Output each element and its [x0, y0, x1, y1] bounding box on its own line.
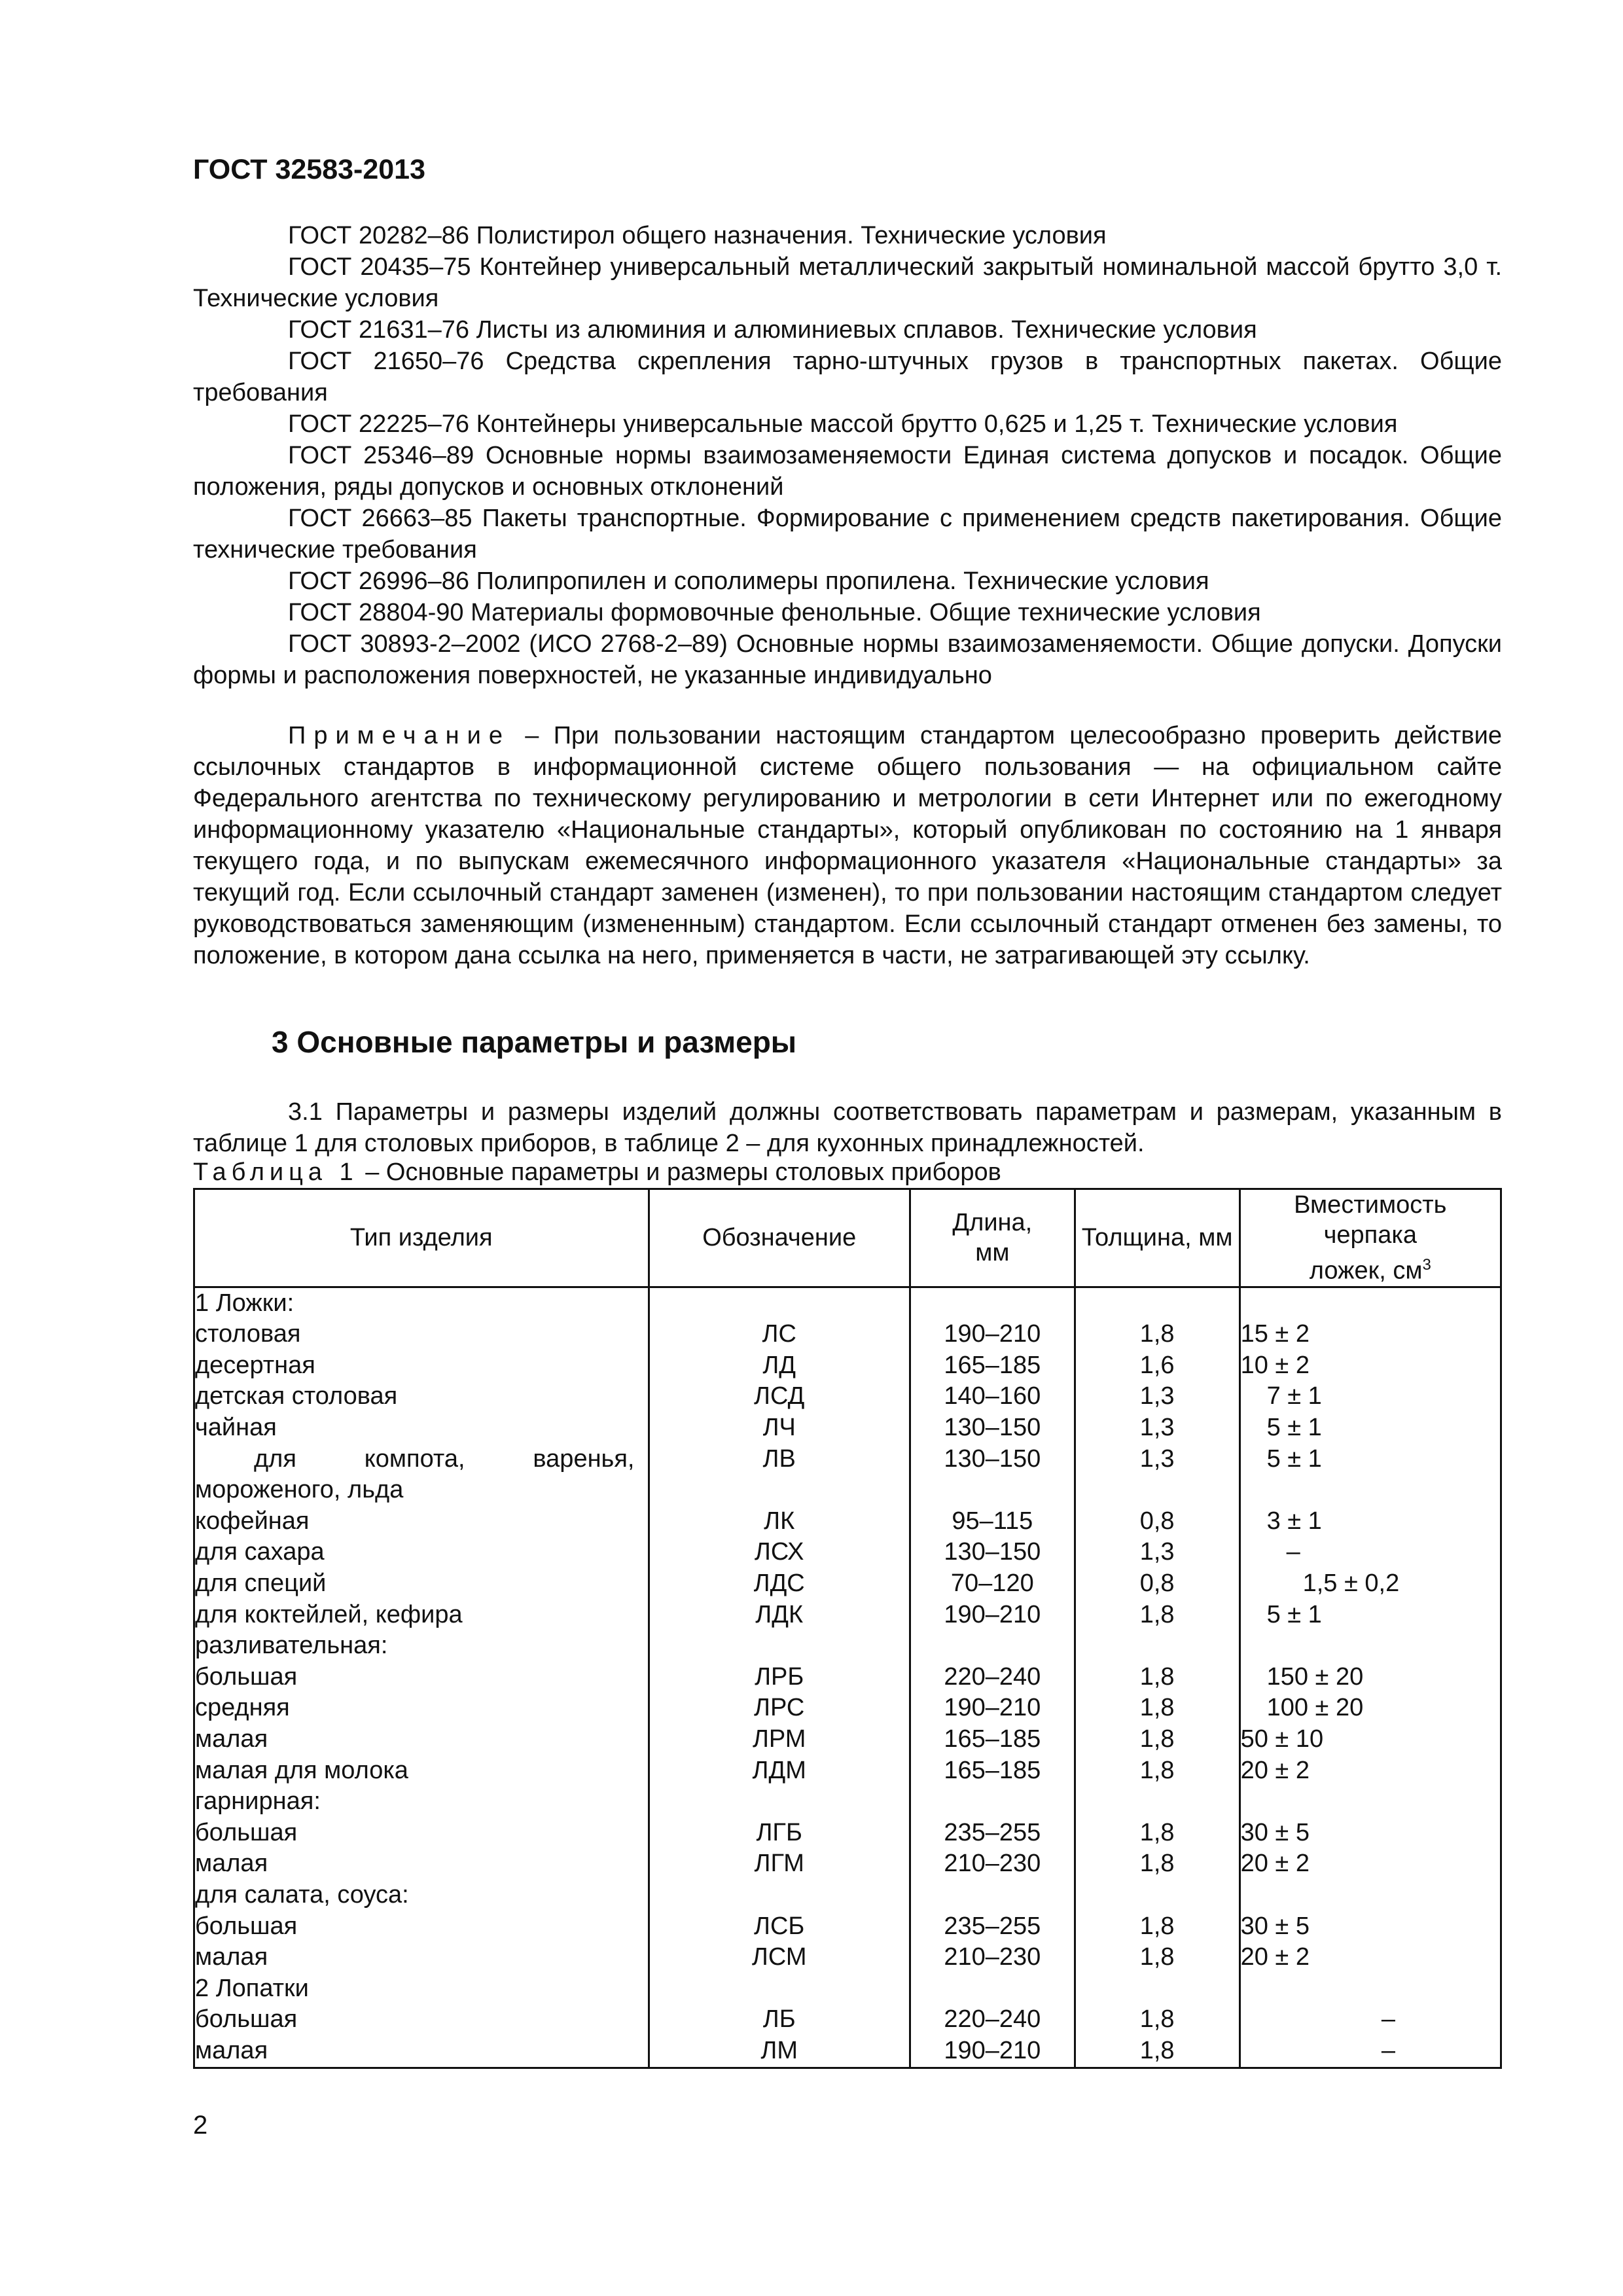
- header-capacity: Вместимость черпака ложек, $см^3$: [1240, 1189, 1501, 1287]
- table-row: [194, 1724, 1501, 1755]
- cell-thickness: 1,8: [1075, 1911, 1240, 1943]
- cell-code: ЛДС: [649, 1568, 910, 1600]
- table-caption: [193, 1157, 1001, 1188]
- reference-item: ГОСТ 26663–85 Пакеты транспортные. Формирование с применением средств пакетирования. Общие технические требования: [193, 505, 1502, 564]
- cell-code: ЛДМ: [649, 1755, 910, 1787]
- table-caption-label: Таблица 1: [193, 1158, 359, 1186]
- cell-code: ЛРС: [649, 1693, 910, 1724]
- cell-thickness: 1,8: [1075, 1600, 1240, 1631]
- cell-code: ЛС: [649, 1319, 910, 1350]
- cell-capacity: 5 ± 1: [1240, 1444, 1501, 1506]
- cell-thickness: 1,8: [1075, 2036, 1240, 2068]
- cell-code: ЛСД: [649, 1381, 910, 1412]
- cell-thickness: 1,3: [1075, 1444, 1240, 1506]
- cell-name: малая: [194, 1942, 649, 1973]
- cell-length: 95–115: [910, 1506, 1075, 1537]
- table-row: [194, 1287, 1501, 1319]
- reference-item: ГОСТ 28804-90 Материалы формовочные фенольные. Общие технические условия: [288, 599, 1261, 626]
- note-text: – При пользовании настоящим стандартом целесообразно проверить действие ссылочных стандартов в информационной системе общего пользования — на официальном сайте Федерального агентства по техническому регулированию и метрологии в сети Интернет или по ежегодному информационному указателю «Национальные стандарты», который опубликован по состоянию на 1 января текущего года, и по выпускам ежемесячного информационного указателя «Национальные стандарты» за текущий год. Если ссылочный стандарт заменен (изменен), то при пользовании настоящим стандартом следует руководствоваться заменяющим (измененным) стандартом. Если ссылочный стандарт отменен без замены, то положение, в котором дана ссылка на него, применяется в части, не затрагивающей эту ссылку.: [193, 722, 1502, 969]
- table-row: [194, 1381, 1501, 1412]
- cell-code: ЛВ: [649, 1444, 910, 1506]
- cell-capacity: 20 ± 2: [1240, 1848, 1501, 1880]
- table-row: [194, 1942, 1501, 1973]
- reference-item: ГОСТ 20435–75 Контейнер универсальный металлический закрытый номинальной массой брутто 3,0 т. Технические условия: [193, 253, 1502, 312]
- cell-length: 210–230: [910, 1942, 1075, 1973]
- cell-length: 130–150: [910, 1537, 1075, 1568]
- header-type: Тип изделия: [194, 1189, 649, 1287]
- cell-length: 220–240: [910, 1662, 1075, 1693]
- cell-length: 130–150: [910, 1412, 1075, 1444]
- cell-thickness: 1,8: [1075, 1319, 1240, 1350]
- cell-length: 70–120: [910, 1568, 1075, 1600]
- cell-thickness: 1,8: [1075, 1942, 1240, 1973]
- cell-capacity: 5 ± 1: [1240, 1412, 1501, 1444]
- table-row: [194, 1568, 1501, 1600]
- table-row: [194, 1444, 1501, 1506]
- cell-capacity: 7 ± 1: [1240, 1381, 1501, 1412]
- cell-name: малая: [194, 1848, 649, 1880]
- cell-capacity: 5 ± 1: [1240, 1600, 1501, 1631]
- cell-name: для компота, варенья, мороженого, льда: [194, 1444, 649, 1506]
- cell-length: 190–210: [910, 1693, 1075, 1724]
- normative-references: [193, 220, 1502, 691]
- cell-name: для коктейлей, кефира: [194, 1600, 649, 1631]
- page-number: 2: [193, 2111, 208, 2140]
- cell-thickness: 0,8: [1075, 1506, 1240, 1537]
- cell-name: большая: [194, 1818, 649, 1849]
- header-code: Обозначение: [649, 1189, 910, 1287]
- document-header: ГОСТ 32583-2013: [193, 154, 426, 185]
- header-thickness: Толщина, мм: [1075, 1189, 1240, 1287]
- reference-item: ГОСТ 20282–86 Полистирол общего назначения. Технические условия: [288, 222, 1107, 249]
- cell-capacity: 20 ± 2: [1240, 1942, 1501, 1973]
- cell-thickness: 1,8: [1075, 1662, 1240, 1693]
- cell-thickness: 1,3: [1075, 1381, 1240, 1412]
- reference-item: ГОСТ 25346–89 Основные нормы взаимозаменяемости Единая система допусков и посадок. Общие положения, ряды допусков и основных отклонений: [193, 442, 1502, 501]
- cell-length: 235–255: [910, 1911, 1075, 1943]
- reference-item: ГОСТ 21631–76 Листы из алюминия и алюминиевых сплавов. Технические условия: [288, 316, 1257, 344]
- cell-code: ЛСХ: [649, 1537, 910, 1568]
- cell-thickness: 1,8: [1075, 1693, 1240, 1724]
- cell-thickness: 1,8: [1075, 1848, 1240, 1880]
- cell-length: 130–150: [910, 1444, 1075, 1506]
- cell-name: для сахара: [194, 1537, 649, 1568]
- reference-item: ГОСТ 30893-2–2002 (ИСО 2768-2–89) Основные нормы взаимозаменяемости. Общие допуски. Допуски формы и расположения поверхностей, не указанные индивидуально: [193, 630, 1502, 689]
- cell-capacity: –: [1240, 2004, 1501, 2036]
- table-row: [194, 1848, 1501, 1880]
- cell-length: 140–160: [910, 1381, 1075, 1412]
- table-row: [194, 1506, 1501, 1537]
- cell-thickness: 1,8: [1075, 2004, 1240, 2036]
- cell-code: ЛГБ: [649, 1818, 910, 1849]
- cell-capacity: 50 ± 10: [1240, 1724, 1501, 1755]
- cell-thickness: 0,8: [1075, 1568, 1240, 1600]
- note-paragraph: [193, 720, 1502, 971]
- reference-item: ГОСТ 21650–76 Средства скрепления тарно-штучных грузов в транспортных пакетах. Общие требования: [193, 348, 1502, 406]
- table-row: [194, 2036, 1501, 2068]
- table-row: [194, 1537, 1501, 1568]
- cell-capacity: 3 ± 1: [1240, 1506, 1501, 1537]
- cell-capacity: 100 ± 20: [1240, 1693, 1501, 1724]
- cell-length: 190–210: [910, 1600, 1075, 1631]
- cell-length: 190–210: [910, 2036, 1075, 2068]
- cell-length: 165–185: [910, 1724, 1075, 1755]
- parameters-table: [193, 1188, 1502, 2069]
- cell-code: ЛК: [649, 1506, 910, 1537]
- cell-name: для салата, соуса:: [194, 1880, 649, 1911]
- cell-capacity: 30 ± 5: [1240, 1911, 1501, 1943]
- note-label: Примечание: [288, 722, 510, 749]
- header-length: Длина, мм: [910, 1189, 1075, 1287]
- table-row: [194, 1818, 1501, 1849]
- table-row: [194, 1755, 1501, 1787]
- cell-name: столовая: [194, 1319, 649, 1350]
- cell-name: большая: [194, 2004, 649, 2036]
- cell-name: 1 Ложки:: [194, 1287, 649, 1319]
- table-row: [194, 2004, 1501, 2036]
- cell-code: ЛСМ: [649, 1942, 910, 1973]
- cell-capacity: –: [1240, 2036, 1501, 2068]
- table-row: [194, 1693, 1501, 1724]
- cell-length: 210–230: [910, 1848, 1075, 1880]
- cell-name: чайная: [194, 1412, 649, 1444]
- reference-item: ГОСТ 26996–86 Полипропилен и сополимеры пропилена. Технические условия: [288, 567, 1209, 595]
- table-row: [194, 1911, 1501, 1943]
- cell-code: ЛРБ: [649, 1662, 910, 1693]
- cell-length: 190–210: [910, 1319, 1075, 1350]
- cell-capacity: 20 ± 2: [1240, 1755, 1501, 1787]
- table-row: [194, 1630, 1501, 1662]
- table-row: [194, 1662, 1501, 1693]
- cell-length: 165–185: [910, 1755, 1075, 1787]
- cell-thickness: 1,6: [1075, 1350, 1240, 1382]
- cell-name: для специй: [194, 1568, 649, 1600]
- cell-thickness: 1,8: [1075, 1755, 1240, 1787]
- cell-code: ЛЧ: [649, 1412, 910, 1444]
- reference-item: ГОСТ 22225–76 Контейнеры универсальные массой брутто 0,625 и 1,25 т. Технические условия: [288, 410, 1398, 438]
- cell-length: 235–255: [910, 1818, 1075, 1849]
- table-row: [194, 1600, 1501, 1631]
- cell-thickness: 1,3: [1075, 1412, 1240, 1444]
- cell-code: ЛБ: [649, 2004, 910, 2036]
- cell-name: малая для молока: [194, 1755, 649, 1787]
- cell-name: кофейная: [194, 1506, 649, 1537]
- cell-capacity: 15 ± 2: [1240, 1319, 1501, 1350]
- cell-capacity: 150 ± 20: [1240, 1662, 1501, 1693]
- cell-capacity: 30 ± 5: [1240, 1818, 1501, 1849]
- cell-name: разливательная:: [194, 1630, 649, 1662]
- table-row: [194, 1973, 1501, 2005]
- cell-name: большая: [194, 1911, 649, 1943]
- table-header-row: [194, 1189, 1501, 1287]
- cell-capacity: –: [1240, 1537, 1501, 1568]
- cell-name: гарнирная:: [194, 1786, 649, 1818]
- cell-name: средняя: [194, 1693, 649, 1724]
- table-row: [194, 1786, 1501, 1818]
- table-row: [194, 1319, 1501, 1350]
- cell-code: ЛД: [649, 1350, 910, 1382]
- cell-code: ЛДК: [649, 1600, 910, 1631]
- cell-code: ЛМ: [649, 2036, 910, 2068]
- section-heading: 3 Основные параметры и размеры: [272, 1025, 797, 1059]
- cell-name: десертная: [194, 1350, 649, 1382]
- cell-name: малая: [194, 1724, 649, 1755]
- cell-length: 220–240: [910, 2004, 1075, 2036]
- cell-name: детская столовая: [194, 1381, 649, 1412]
- cell-name: 2 Лопатки: [194, 1973, 649, 2005]
- document-page: [193, 0, 1502, 2296]
- cell-thickness: 1,3: [1075, 1537, 1240, 1568]
- cell-thickness: 1,8: [1075, 1724, 1240, 1755]
- cell-code: ЛРМ: [649, 1724, 910, 1755]
- cell-capacity: 10 ± 2: [1240, 1350, 1501, 1382]
- cell-capacity: 1,5 ± 0,2: [1240, 1568, 1501, 1600]
- cell-code: ЛСБ: [649, 1911, 910, 1943]
- table-caption-text: – Основные параметры и размеры столовых приборов: [358, 1158, 1001, 1186]
- cell-length: 165–185: [910, 1350, 1075, 1382]
- section-paragraph: 3.1 Параметры и размеры изделий должны соответствовать параметрам и размерам, указанным в таблице 1 для столовых приборов, в таблице 2 – для кухонных принадлежностей.: [193, 1098, 1502, 1157]
- table-row: [194, 1412, 1501, 1444]
- table-row: [194, 1880, 1501, 1911]
- cell-name: большая: [194, 1662, 649, 1693]
- cell-code: ЛГМ: [649, 1848, 910, 1880]
- cell-name: малая: [194, 2036, 649, 2068]
- cell-thickness: 1,8: [1075, 1818, 1240, 1849]
- table-row: [194, 1350, 1501, 1382]
